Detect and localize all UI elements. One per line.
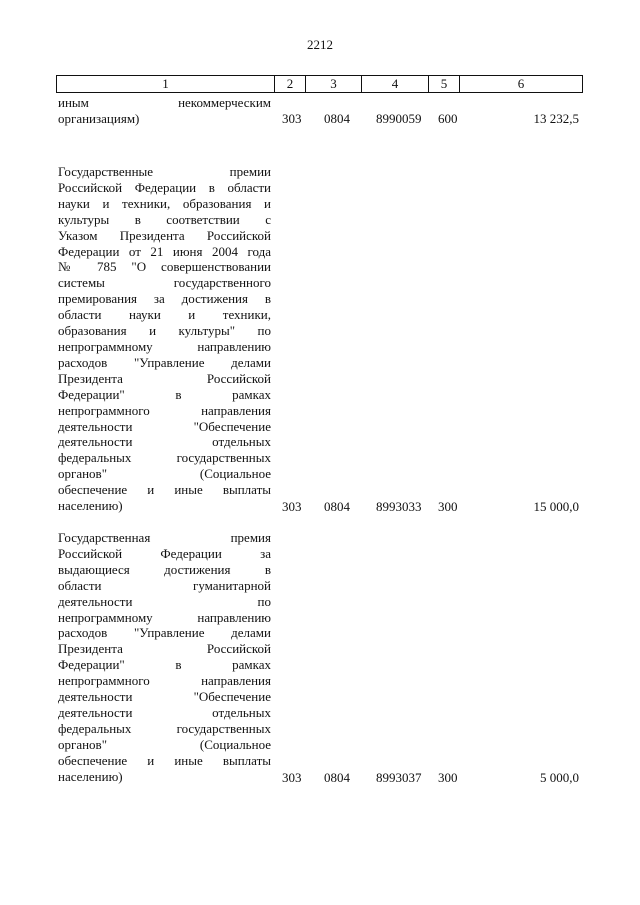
description-line: деятельности "Обеспечение: [58, 689, 271, 705]
description-line: непрограммного направления: [58, 673, 271, 689]
description-line: образования и культуры" по: [58, 323, 271, 339]
description-line: премирования за достижения в: [58, 291, 271, 307]
row-description: [58, 164, 271, 514]
description-line: организациям): [58, 110, 140, 126]
description-line: Государственные премии: [58, 164, 271, 179]
description-line: Государственная премия: [58, 530, 271, 545]
description-line: выдающиеся достижения в: [58, 561, 271, 577]
description-line: системы государственного: [58, 275, 271, 291]
description-line: иным некоммерческим: [58, 95, 271, 110]
description-line: расходов "Управление делами: [58, 354, 271, 370]
expense-type-code: 300: [438, 770, 458, 785]
description-line: обеспечение и иные выплаты: [58, 752, 271, 768]
description-line: Федерации" в рамках: [58, 657, 271, 673]
description-line: области гуманитарной: [58, 577, 271, 593]
subsection-code: 0804: [324, 770, 350, 785]
description-line: непрограммному направлению: [58, 609, 271, 625]
row-description: [58, 530, 271, 785]
description-line: Федерации от 21 июня 2004 года: [58, 243, 271, 259]
description-line: культуры в соответствии с: [58, 211, 271, 227]
description-line: непрограммного направления: [58, 402, 271, 418]
amount-value: 13 232,5: [533, 111, 579, 126]
amount-value: 15 000,0: [533, 499, 579, 514]
column-header-table: [56, 75, 583, 93]
description-line: федеральных государственных: [58, 720, 271, 736]
description-line: Российской Федерации в области: [58, 179, 271, 195]
column-header-3: 3: [306, 76, 362, 93]
description-line: № 785 "О совершенствовании: [58, 259, 271, 275]
description-line: Президента Российской: [58, 370, 271, 386]
description-line: обеспечение и иные выплаты: [58, 482, 271, 498]
description-line: деятельности отдельных: [58, 434, 271, 450]
description-line: органов" (Социальное: [58, 736, 271, 752]
description-line: населению): [58, 768, 123, 784]
subsection-code: 0804: [324, 111, 350, 126]
expense-type-code: 600: [438, 111, 458, 126]
description-line: деятельности отдельных: [58, 704, 271, 720]
description-line: науки и техники, образования и: [58, 195, 271, 211]
description-line: органов" (Социальное: [58, 466, 271, 482]
description-line: Российской Федерации за: [58, 545, 271, 561]
description-line: непрограммному направлению: [58, 338, 271, 354]
description-line: деятельности по: [58, 593, 271, 609]
description-line: федеральных государственных: [58, 450, 271, 466]
page-number: 2212: [307, 37, 333, 52]
section-code: 303: [282, 111, 302, 126]
description-line: населению): [58, 498, 123, 514]
description-line: Президента Российской: [58, 641, 271, 657]
amount-value: 5 000,0: [540, 770, 579, 785]
target-article-code: 8993037: [376, 770, 422, 785]
expense-type-code: 300: [438, 499, 458, 514]
target-article-code: 8993033: [376, 499, 422, 514]
row-description: [58, 95, 271, 127]
column-header-4: 4: [362, 76, 429, 93]
column-header-2: 2: [275, 76, 306, 93]
description-line: деятельности "Обеспечение: [58, 418, 271, 434]
subsection-code: 0804: [324, 499, 350, 514]
column-header-5: 5: [429, 76, 460, 93]
section-code: 303: [282, 499, 302, 514]
description-line: Федерации" в рамках: [58, 386, 271, 402]
description-line: расходов "Управление делами: [58, 625, 271, 641]
description-line: Указом Президента Российской: [58, 227, 271, 243]
target-article-code: 8990059: [376, 111, 422, 126]
section-code: 303: [282, 770, 302, 785]
description-line: области науки и техники,: [58, 307, 271, 323]
column-header-6: 6: [460, 76, 583, 93]
column-header-1: 1: [57, 76, 275, 93]
